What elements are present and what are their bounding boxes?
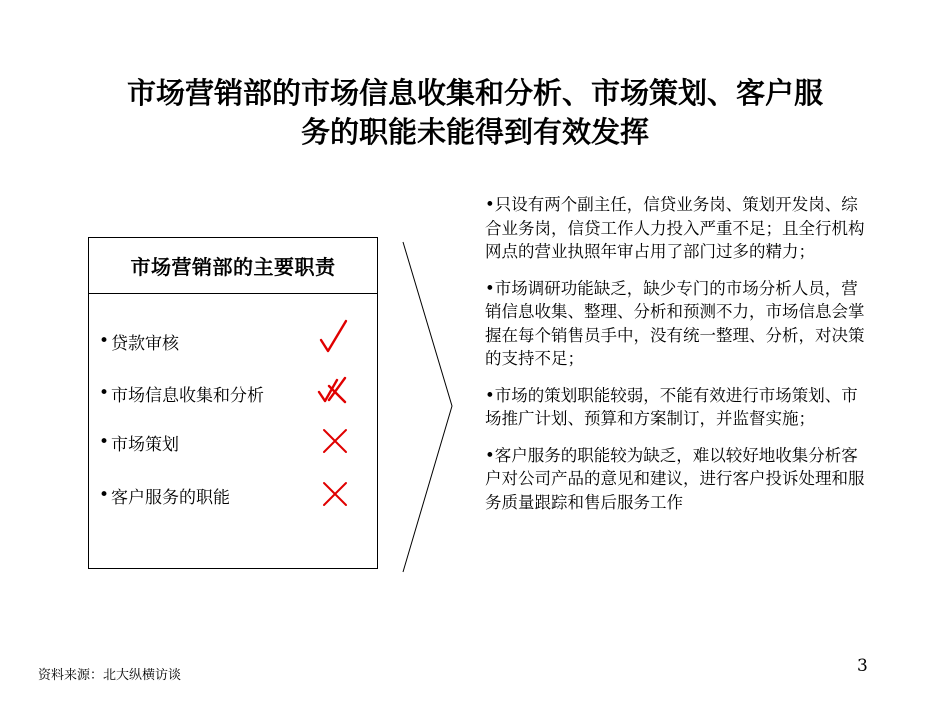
finding-item: •只设有两个副主任，信贷业务岗、策划开发岗、综合业务岗，信贷工作人力投入严重不足；且全行机构网点的营业执照年审占用了部门过多的精力； [485, 195, 865, 261]
bullet: • [99, 383, 110, 403]
findings-list [485, 193, 865, 527]
duties-header: 市场营销部的主要职责 [89, 238, 377, 294]
page-title-line-2: 务的职能未能得到有效发挥 [300, 115, 649, 149]
page-number: 3 [857, 656, 868, 676]
duty-label: 市场信息收集和分析 [111, 385, 265, 406]
page-title [60, 74, 890, 152]
duty-label: 客户服务的职能 [111, 487, 231, 508]
source-note: 资料来源：北大纵横访谈 [38, 668, 182, 683]
chevron-arrow [400, 240, 456, 574]
page-title-line-1: 市场营销部的市场信息收集和分析、市场策划、客户服 [126, 76, 823, 110]
cross-icon [315, 474, 355, 514]
finding-item: •客户服务的职能较为缺乏，难以较好地收集分析客户对公司产品的意见和建议，进行客户投诉处理和服务质量跟踪和售后服务工作 [485, 445, 865, 512]
check-icon [315, 318, 355, 358]
cross-icon [315, 421, 355, 461]
duty-label: 贷款审核 [111, 333, 180, 354]
finding-item: •市场调研功能缺乏，缺少专门的市场分析人员，营销信息收集、整理、分析和预测不力，市场信息会掌握在每个销售员手中，没有统一整理、分析，对决策的支持不足； [485, 278, 865, 368]
partial-check-icon [315, 370, 355, 410]
bullet: • [99, 432, 110, 452]
finding-item: •市场的策划职能较弱，不能有效进行市场策划、市场推广计划、预算和方案制订，并监督实施； [485, 385, 858, 428]
bullet: • [99, 485, 110, 505]
duty-label: 市场策划 [111, 434, 180, 455]
bullet: • [99, 331, 110, 351]
duties-box [88, 237, 378, 569]
